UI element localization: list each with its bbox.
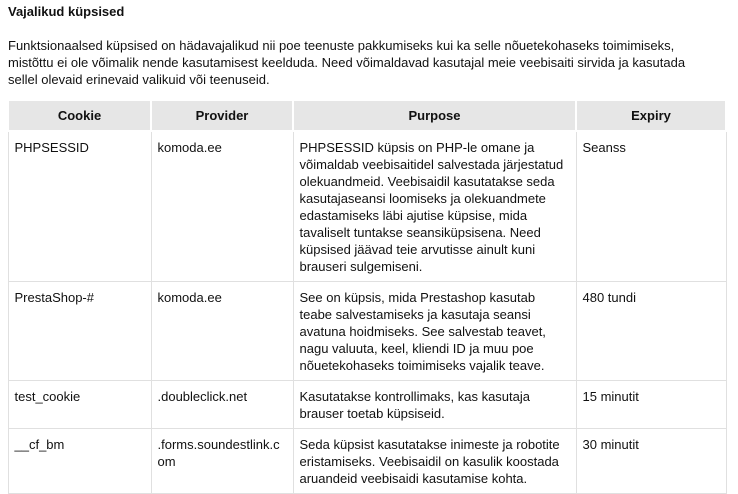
cell-purpose: Kasutatakse kontrollimaks, kas kasutaja brauser toetab küpsiseid. <box>293 381 576 429</box>
cell-provider: .forms.soundestlink.com <box>151 429 293 494</box>
header-expiry: Expiry <box>576 100 726 131</box>
header-cookie: Cookie <box>8 100 151 131</box>
cell-cookie: PHPSESSID <box>8 131 151 282</box>
section-title: Vajalikud küpsised <box>8 4 125 19</box>
cell-purpose: See on küpsis, mida Prestashop kasutab teabe salvestamiseks ja kasutaja seansi avatuna hoidmiseks. See salvestab teavet, nagu valuuta, keel, kliendi ID ja muu poe nõuetekohaseks toimimiseks vajalik teave. <box>293 282 576 381</box>
cell-purpose: PHPSESSID küpsis on PHP-le omane ja võimaldab veebisaitidel salvestada järjestatud olekuandmeid. Veebisaidil kasutatakse seda kasutajaseansi loomiseks ja olekuandmete edastamiseks läbi ajutise küpsise, mida tavaliselt tuntakse seansiküpsisena. Need küpsised jäävad teie arvutisse ainult kuni brauseri sulgemiseni. <box>293 131 576 282</box>
cell-provider: komoda.ee <box>151 131 293 282</box>
cell-cookie: test_cookie <box>8 381 151 429</box>
cell-cookie: __cf_bm <box>8 429 151 494</box>
cell-cookie: PrestaShop-# <box>8 282 151 381</box>
cell-provider: komoda.ee <box>151 282 293 381</box>
table-row <box>8 282 726 381</box>
header-purpose: Purpose <box>293 100 576 131</box>
cell-expiry: Seanss <box>576 131 726 282</box>
cell-provider: .doubleclick.net <box>151 381 293 429</box>
cell-expiry: 15 minutit <box>576 381 726 429</box>
table-row <box>8 429 726 494</box>
cell-purpose: Seda küpsist kasutatakse inimeste ja robotite eristamiseks. Veebisaidil on kasulik koostada aruandeid veebisaidi kasutamise kohta. <box>293 429 576 494</box>
table-header-row <box>8 100 726 131</box>
cell-expiry: 480 tundi <box>576 282 726 381</box>
table-row <box>8 131 726 282</box>
cookie-section <box>0 0 738 88</box>
table-row <box>8 381 726 429</box>
cell-expiry: 30 minutit <box>576 429 726 494</box>
cookie-table <box>7 99 727 494</box>
section-intro: Funktsionaalsed küpsised on hädavajalikud nii poe teenuste pakkumiseks kui ka selle nõuetekohaseks toimimiseks, mistõttu ei ole võimalik nende kasutamisest keelduda. Need võimaldavad kasutajal meie veebisaiti sirvida ja kasutada sellel olevaid erinevaid valikuid või teenuseid. <box>8 38 686 87</box>
header-provider: Provider <box>151 100 293 131</box>
